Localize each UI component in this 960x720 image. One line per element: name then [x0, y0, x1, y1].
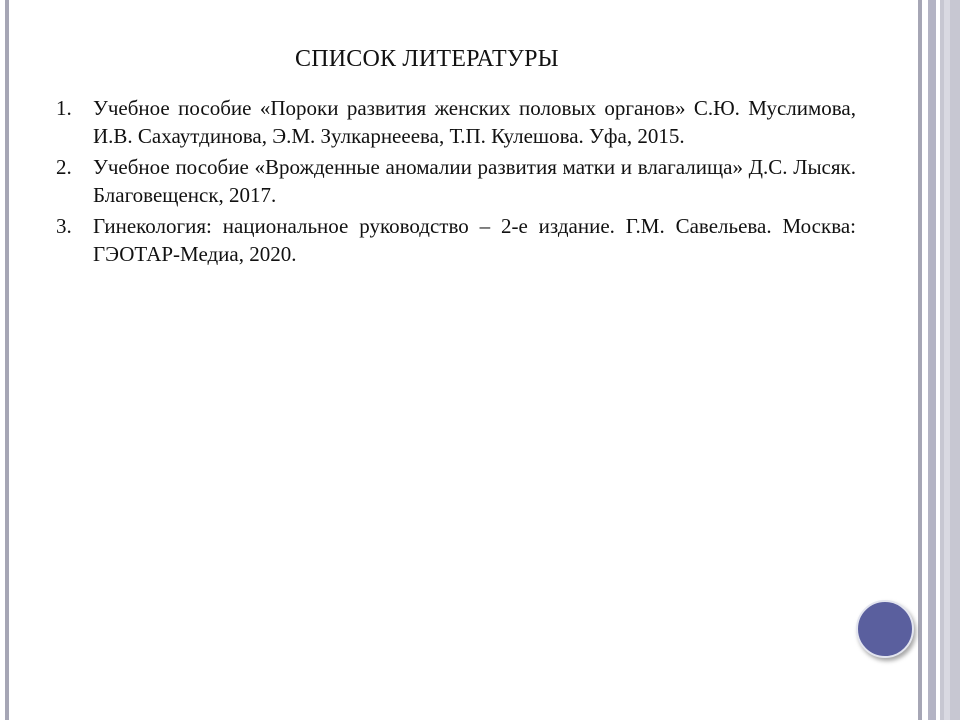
decorative-circle-icon	[856, 600, 914, 658]
reference-text: Гинекология: национальное руководство – 2-е издание. Г.М. Савельева. Москва: ГЭОТАР-Медиа, 2020.	[93, 214, 856, 266]
reference-number: 1.	[56, 96, 72, 120]
reference-number: 3.	[56, 214, 72, 238]
frame-band	[944, 0, 950, 720]
reference-number: 2.	[56, 155, 72, 179]
reference-item	[56, 212, 856, 268]
frame-band	[940, 0, 960, 720]
reference-item	[56, 94, 856, 150]
reference-item	[56, 153, 856, 209]
slide-title: СПИСОК ЛИТЕРАТУРЫ	[295, 46, 559, 72]
reference-text: Учебное пособие «Врожденные аномалии развития матки и влагалища» Д.С. Лысяк. Благовещенск, 2017.	[93, 155, 856, 207]
reference-list	[56, 94, 856, 271]
slide-frame-left	[5, 0, 9, 720]
reference-text: Учебное пособие «Пороки развития женских половых органов» С.Ю. Муслимова, И.В. Сахаутдинова, Э.М. Зулкарнееева, Т.П. Кулешова. Уфа, 2015.	[93, 96, 856, 148]
frame-band	[928, 0, 936, 720]
slide-frame-right	[918, 0, 960, 720]
